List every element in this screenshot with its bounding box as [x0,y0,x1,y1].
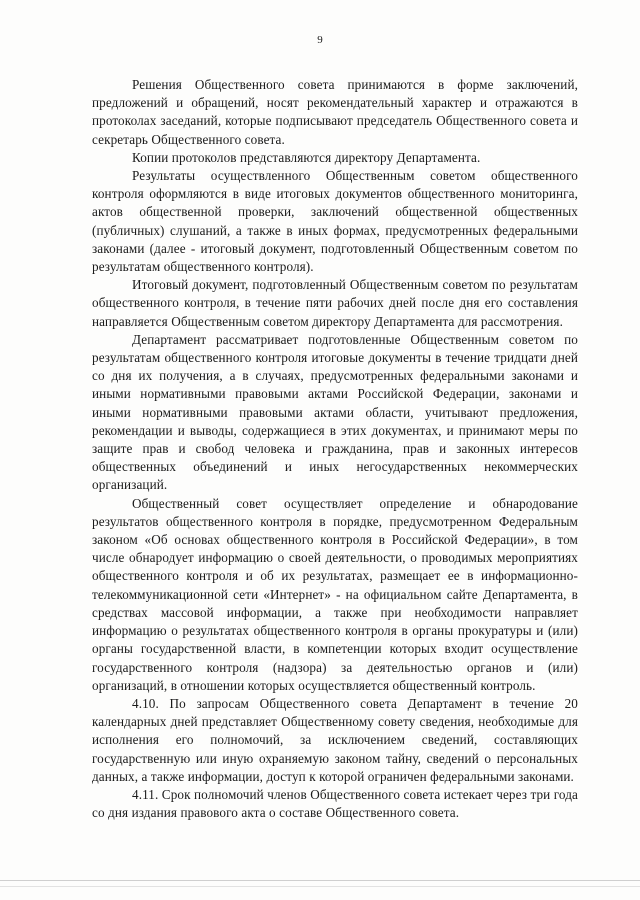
paragraph-department-review: Департамент рассматривает подготовленные Общественным советом по результатам общественного контроля итоговые документы в течение тридцати дней со дня их получения, а в случаях, предусмотренных федеральными законами и иными нормативными правовыми актами Российской Федерации, законами и иными нормативными правовыми актами области, учитывают предложения, рекомендации и выводы, содержащиеся в этих документах, и принимают меры по защите прав и свобод человека и гражданина, прав и законных интересов общественных объединений и иных негосударственных некоммерческих организаций. [92,331,578,493]
paragraph-section-4-10: 4.10. По запросам Общественного совета Департамент в течение 20 календарных дней представляет Общественному совету сведения, необходимые для исполнения его полномочий, за исключением сведений, составляющих государственную или иную охраняемую законом тайну, сведений о персональных данных, а также информации, доступ к которой ограничен федеральными законами. [92,695,578,784]
scan-edge-line [0,880,640,881]
paragraph-council-decisions: Решения Общественного совета принимаются в форме заключений, предложений и обращений, носят рекомендательный характер и отражаются в протоколах заседаний, которые подписывают председатель Общественного совета и секретарь Общественного совета. [92,77,578,147]
page-number: 9 [317,34,323,46]
document-body [92,76,578,822]
paragraph-final-document: Итоговый документ, подготовленный Общественным советом по результатам общественного контроля, в течение пяти рабочих дней после дня его составления направляется Общественным советом директору Департамента для рассмотрения. [92,277,578,329]
paragraph-publication: Общественный совет осуществляет определение и обнародование результатов общественного контроля в порядке, предусмотренном Федеральным законом «Об основах общественного контроля в Российской Федерации», в том числе обнародует информацию о своей деятельности, о проводимых мероприятиях общественного контроля и об их результатах, размещает ее в информационно-телекоммуникационной сети «Интернет» - на официальном сайте Департамента, в средствах массовой информации, а также при необходимости направляет информацию о результатах общественного контроля в органы прокуратуры и (или) органы государственной власти, в компетенции которых входит осуществление государственного контроля (надзора) за деятельностью органов и (или) организаций, в отношении которых осуществляется общественный контроль. [92,495,578,693]
scan-edge-line [0,886,640,887]
paragraph-control-results: Результаты осуществленного Общественным советом общественного контроля оформляются в виде итоговых документов общественного мониторинга, актов общественной проверки, заключений общественной общественных (публичных) слушаний, а также в иных формах, предусмотренных федеральными законами (далее - итоговый документ, подготовленный Общественным советом по результатам общественного контроля). [92,168,578,275]
paragraph-section-4-11: 4.11. Срок полномочий членов Общественного совета истекает через три года со дня издания правового акта о составе Общественного совета. [92,786,578,821]
paragraph-protocol-copies: Копии протоколов представляются директору Департамента. [132,149,481,165]
